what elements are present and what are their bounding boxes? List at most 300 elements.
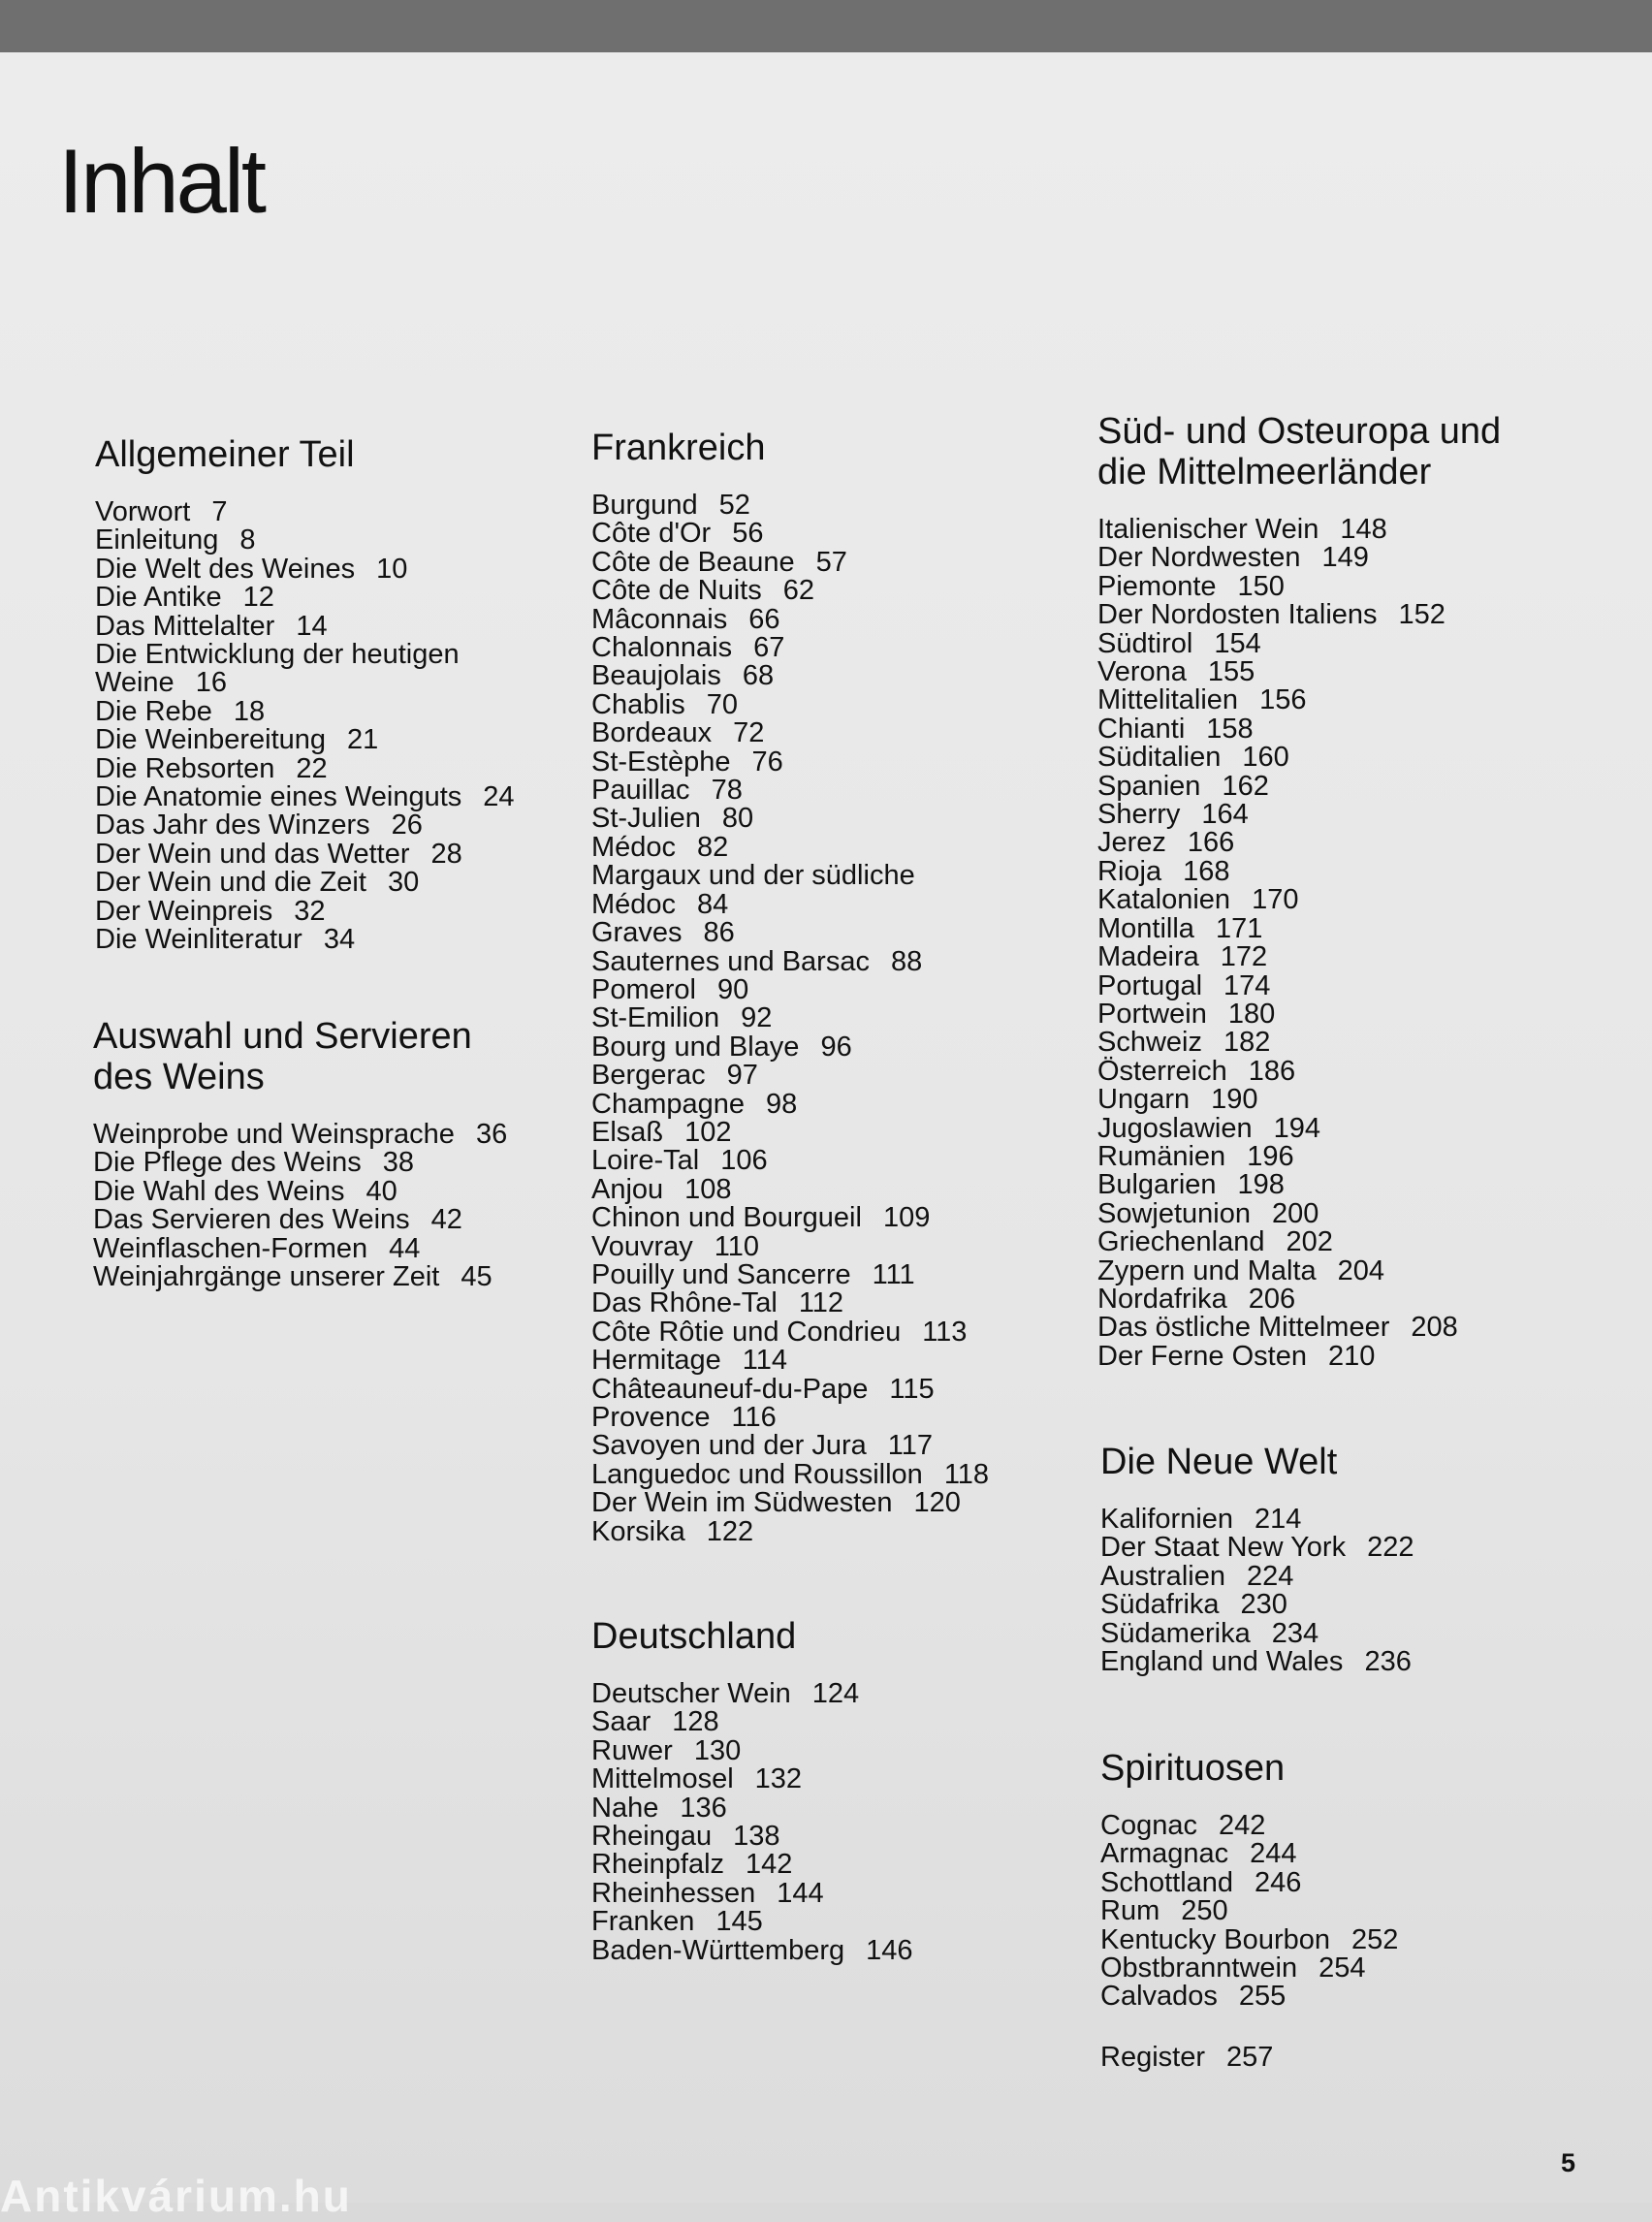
toc-entry-label: Côte d'Or <box>591 518 712 550</box>
toc-entry-label: St-Julien <box>591 803 701 835</box>
toc-entry-page: 40 <box>365 1175 397 1207</box>
toc-entry-label: Südtirol <box>1097 627 1193 659</box>
toc-entry <box>1100 1648 1414 1676</box>
toc-entry <box>1100 1897 1398 1925</box>
toc-entry <box>591 520 989 548</box>
toc-entry <box>591 546 989 578</box>
toc-entry-label: Vouvray <box>591 1230 693 1262</box>
toc-entry-page: 57 <box>815 546 847 578</box>
toc-entry-page: 200 <box>1272 1197 1319 1229</box>
toc-entry-page: 88 <box>890 945 923 977</box>
toc-entry <box>591 1404 989 1432</box>
toc-entry-label: Provence <box>591 1402 711 1433</box>
toc-entry-page: 97 <box>726 1060 758 1092</box>
toc-entry <box>591 719 989 747</box>
toc-entry <box>1097 1055 1501 1087</box>
toc-entry-page: 113 <box>922 1316 968 1348</box>
toc-entry <box>1097 1314 1501 1342</box>
toc-entry-label: Sowjetunion <box>1097 1197 1251 1229</box>
toc-entry-label: Das Mittelalter <box>95 610 275 642</box>
toc-entry-label: Côte de Nuits <box>591 575 762 607</box>
toc-entry <box>1097 886 1501 914</box>
toc-entry-page: 42 <box>430 1204 462 1236</box>
toc-entry <box>591 688 989 720</box>
toc-entry-label: Die Rebsorten <box>95 752 275 784</box>
toc-entry-label: Der Wein im Südwesten <box>591 1487 893 1519</box>
toc-entry <box>1100 1923 1399 1955</box>
section-heading-line-2: des Weins <box>93 1057 265 1097</box>
toc-entry-page: 18 <box>233 695 266 727</box>
toc-entry <box>1100 1560 1414 1592</box>
toc-entry-label: Cognac <box>1100 1810 1197 1841</box>
toc-entry-label: Rioja <box>1097 855 1162 887</box>
toc-entry-page: 194 <box>1273 1112 1320 1144</box>
toc-entry <box>1097 1197 1501 1229</box>
toc-entry-page: 164 <box>1201 799 1249 831</box>
toc-entry <box>591 748 989 777</box>
toc-entry-label: Jugoslawien <box>1097 1112 1253 1144</box>
toc-entry <box>1100 1534 1414 1562</box>
toc-entry <box>95 726 515 754</box>
toc-entry-page: 108 <box>684 1173 732 1205</box>
toc-entry-label: Der Wein und die Zeit <box>95 867 366 899</box>
toc-entry <box>1100 1983 1398 2011</box>
toc-entry <box>1100 2044 1273 2072</box>
toc-entry-label: Der Nordosten Italiens <box>1097 599 1378 631</box>
toc-entry-label: Pouilly und Sancerre <box>591 1258 851 1290</box>
toc-entry-page: 150 <box>1237 570 1285 602</box>
toc-entry-page: 80 <box>721 803 754 835</box>
toc-entry <box>1097 658 1501 686</box>
page-title: Inhalt <box>58 130 264 232</box>
toc-entry-page: 236 <box>1364 1646 1412 1678</box>
toc-entry-page: 144 <box>777 1877 824 1909</box>
toc-entry <box>591 1116 989 1148</box>
toc-entry <box>591 1458 990 1490</box>
toc-entry-page: 246 <box>1255 1866 1302 1898</box>
toc-entry-label: Katalonien <box>1097 884 1231 916</box>
toc-entry-label: Vorwort <box>95 496 191 527</box>
toc-entry-label: Das Rhône-Tal <box>591 1287 778 1319</box>
toc-entry-label: Margaux und der südliche <box>591 860 915 892</box>
toc-entry-label: Piemonte <box>1097 570 1217 602</box>
toc-entry-label: Chianti <box>1097 713 1186 745</box>
toc-entry-page: 84 <box>697 888 729 920</box>
toc-entry-label: Ruwer <box>591 1734 673 1766</box>
toc-entry-label: Italienischer Wein <box>1097 514 1319 545</box>
toc-entry <box>95 584 515 612</box>
section-heading <box>1097 411 1501 492</box>
toc-entry <box>1097 627 1501 659</box>
toc-entry-page: 102 <box>684 1116 732 1148</box>
toc-entry-page: 160 <box>1242 742 1289 774</box>
toc-entry <box>591 1173 989 1205</box>
toc-entry-page: 68 <box>742 660 775 692</box>
toc-entry-page: 28 <box>430 838 462 870</box>
toc-entry-label: Österreich <box>1097 1055 1227 1087</box>
toc-entry <box>95 783 515 811</box>
toc-entry <box>95 695 515 727</box>
toc-entry-page: 244 <box>1250 1838 1297 1870</box>
toc-entry-page: 117 <box>887 1430 933 1462</box>
toc-entry-page: 174 <box>1223 969 1271 1001</box>
toc-entry-page: 210 <box>1327 1340 1376 1372</box>
toc-entry <box>591 1823 913 1851</box>
toc-entry <box>591 919 989 947</box>
toc-entry-label: Hermitage <box>591 1345 721 1377</box>
toc-entry-page: 257 <box>1226 2042 1274 2073</box>
toc-entry-page: 182 <box>1223 1027 1271 1059</box>
toc-entry-label: Mâconnais <box>591 603 728 635</box>
toc-entry-page: 98 <box>766 1088 798 1120</box>
section-auswahl <box>93 1016 507 1291</box>
toc-entry-page: 196 <box>1247 1140 1294 1172</box>
toc-entry-label: St-Estèphe <box>591 746 731 778</box>
toc-entry <box>591 1230 989 1262</box>
toc-entry <box>1097 1254 1501 1286</box>
toc-entry <box>1097 1171 1501 1199</box>
toc-entry-page: 21 <box>347 724 379 756</box>
toc-entry-label: Châteauneuf-du-Pape <box>591 1373 869 1405</box>
toc-entry-label: Der Wein und das Wetter <box>95 838 410 870</box>
toc-entry-label: Pauillac <box>591 775 690 807</box>
toc-entry <box>591 1004 989 1032</box>
toc-entry <box>1097 855 1501 887</box>
toc-entry-page: 146 <box>866 1934 913 1966</box>
toc-entry-label: Languedoc und Roussillon <box>591 1458 923 1490</box>
toc-entry-label: Die Entwicklung der heutigen <box>95 639 460 671</box>
toc-entry-label: Kalifornien <box>1100 1504 1234 1535</box>
toc-entry <box>591 492 989 520</box>
toc-entry-label: Baden-Württemberg <box>591 1934 845 1966</box>
toc-entry-page: 180 <box>1227 998 1276 1030</box>
toc-entry-page: 132 <box>754 1763 803 1795</box>
toc-entry <box>93 1175 507 1207</box>
toc-entry-label: Savoyen und der Jura <box>591 1430 867 1462</box>
toc-entry <box>1097 1140 1501 1172</box>
toc-entry-page: 156 <box>1259 684 1307 716</box>
toc-entry-page: 24 <box>483 781 515 813</box>
toc-entry-page: 114 <box>742 1345 788 1377</box>
section-heading: Frankreich <box>591 428 766 468</box>
toc-entry-label: Nordafrika <box>1097 1283 1227 1315</box>
toc-entry-page: 118 <box>943 1458 990 1490</box>
toc-entry-label: Der Ferne Osten <box>1097 1340 1307 1372</box>
section-allgemeiner-teil <box>95 434 515 955</box>
toc-entry-page: 44 <box>389 1232 421 1264</box>
toc-entry <box>591 1794 913 1823</box>
toc-entry-page: 158 <box>1206 713 1254 745</box>
toc-entry-label: Die Weinbereitung <box>95 724 327 756</box>
toc-entry <box>1100 1591 1414 1619</box>
section-heading: Die Neue Welt <box>1100 1442 1338 1482</box>
toc-entry <box>1097 912 1501 944</box>
toc-entry <box>591 1877 913 1909</box>
toc-entry-page: 111 <box>872 1258 915 1290</box>
toc-entry-label: Médoc <box>591 888 677 920</box>
toc-entry-label: Rheinhessen <box>591 1877 756 1909</box>
toc-entry <box>1097 544 1501 572</box>
toc-entry-page: 130 <box>693 1734 742 1766</box>
toc-entry-page: 242 <box>1218 1810 1266 1841</box>
toc-entry <box>591 1088 989 1120</box>
toc-entry <box>591 831 989 863</box>
toc-entry-page: 34 <box>323 924 356 956</box>
section-heading-line-1: Auswahl und Servieren <box>93 1016 472 1057</box>
toc-entry-page: 230 <box>1240 1589 1287 1621</box>
toc-entry-page: 190 <box>1211 1084 1258 1116</box>
toc-entry-label: Südamerika <box>1100 1617 1251 1649</box>
toc-entry <box>591 777 989 805</box>
toc-entry <box>591 1489 989 1517</box>
toc-entry-label: Weinjahrgänge unserer Zeit <box>93 1261 440 1293</box>
section-heading <box>93 1016 507 1097</box>
toc-entry <box>591 1432 989 1460</box>
toc-entry-label: Jerez <box>1097 827 1166 859</box>
toc-entry <box>93 1121 507 1149</box>
toc-entry-label: Korsika <box>591 1515 685 1547</box>
toc-entry-page: 30 <box>387 867 420 899</box>
toc-entry-page: 26 <box>391 809 423 841</box>
toc-entry-page: 22 <box>296 752 328 784</box>
toc-entry <box>591 973 989 1005</box>
toc-entry <box>95 610 515 642</box>
toc-entry <box>591 1062 989 1090</box>
toc-entry-page: 224 <box>1246 1560 1294 1592</box>
toc-entry <box>1097 969 1501 1001</box>
section-sued-und-osteuropa <box>1097 411 1501 1371</box>
toc-entry-page: 214 <box>1255 1504 1302 1535</box>
toc-entry-label: Armagnac <box>1100 1838 1229 1870</box>
toc-entry-page: 170 <box>1252 884 1299 916</box>
toc-entry <box>1097 1112 1501 1144</box>
page-number: 5 <box>1561 2148 1576 2177</box>
toc-entry-page: 10 <box>376 553 408 585</box>
toc-entry-label: Weinflaschen-Formen <box>93 1232 368 1264</box>
toc-entry-page: 12 <box>242 582 274 614</box>
toc-entry <box>591 603 989 635</box>
toc-entry-page: 32 <box>294 895 326 927</box>
toc-entry <box>591 1318 989 1347</box>
toc-entry-label: Der Staat New York <box>1100 1532 1347 1564</box>
toc-entry-label: Chinon und Bourgueil <box>591 1202 862 1234</box>
toc-entry <box>1100 1506 1414 1534</box>
toc-entry-label: Anjou <box>591 1173 664 1205</box>
toc-entry <box>591 1734 913 1766</box>
toc-entry-label: England und Wales <box>1100 1646 1344 1678</box>
toc-entry-label: Die Rebe <box>95 695 212 727</box>
toc-entry <box>591 888 989 920</box>
toc-entry-page: 7 <box>211 496 228 527</box>
toc-entry-page: 82 <box>697 831 729 863</box>
toc-entry-page: 62 <box>782 575 814 607</box>
toc-list <box>1097 516 1501 1371</box>
toc-entry-page: 70 <box>706 688 738 720</box>
toc-entry <box>95 811 515 840</box>
section-heading-line-2: die Mittelmeerländer <box>1097 452 1432 492</box>
toc-entry-label: Spanien <box>1097 770 1201 802</box>
toc-entry-page: 148 <box>1340 514 1387 545</box>
section-heading: Allgemeiner Teil <box>95 434 355 475</box>
toc-entry <box>1097 829 1501 857</box>
toc-entry-page: 202 <box>1286 1226 1333 1258</box>
toc-entry-label: Rum <box>1100 1895 1160 1927</box>
toc-entry-label: Mittelmosel <box>591 1763 734 1795</box>
toc-list <box>1100 1506 1414 1676</box>
toc-entry-label: Sauternes und Barsac <box>591 945 870 977</box>
register-entry <box>1100 2044 1273 2072</box>
toc-entry-label: Sherry <box>1097 799 1181 831</box>
toc-entry-label: Schottland <box>1100 1866 1234 1898</box>
toc-entry-page: 166 <box>1187 827 1235 859</box>
toc-entry <box>591 1680 913 1708</box>
toc-entry <box>1097 715 1501 744</box>
toc-entry-page: 92 <box>741 1002 773 1034</box>
toc-entry <box>1100 1840 1398 1868</box>
section-heading: Spirituosen <box>1100 1748 1286 1789</box>
section-frankreich <box>591 428 989 1546</box>
toc-entry <box>1097 744 1501 772</box>
toc-entry-label: Chablis <box>591 688 685 720</box>
toc-entry-page: 145 <box>715 1906 763 1938</box>
section-deutschland <box>591 1616 913 1965</box>
toc-entry-label: Einleitung <box>95 524 219 556</box>
toc-entry-page: 96 <box>820 1031 852 1063</box>
toc-entry-label: Elsaß <box>591 1116 664 1148</box>
section-heading: Deutschland <box>591 1616 797 1657</box>
toc-entry <box>591 1289 989 1317</box>
toc-entry-page: 255 <box>1238 1981 1287 2013</box>
toc-entry-label: Der Nordwesten <box>1097 542 1301 574</box>
toc-entry-label: Die Pflege des Weins <box>93 1147 362 1179</box>
toc-entry-label: Rumänien <box>1097 1140 1226 1172</box>
toc-entry-page: 76 <box>751 746 783 778</box>
toc-entry-page: 138 <box>733 1821 780 1853</box>
toc-entry-label: Burgund <box>591 490 698 521</box>
section-spirituosen <box>1100 1748 1398 2012</box>
toc-entry-page: 206 <box>1248 1283 1296 1315</box>
toc-entry-label: Graves <box>591 917 683 949</box>
toc-entry <box>591 1204 989 1232</box>
toc-entry <box>93 1206 507 1234</box>
toc-entry <box>591 805 989 833</box>
toc-entry <box>591 1934 913 1966</box>
toc-entry <box>1097 1228 1501 1256</box>
section-neue-welt <box>1100 1442 1414 1676</box>
toc-entry-page: 168 <box>1183 855 1230 887</box>
toc-entry-label: Verona <box>1097 656 1187 688</box>
toc-entry-label: Bordeaux <box>591 717 713 749</box>
toc-entry <box>95 498 515 526</box>
toc-entry-label: Weinprobe und Weinsprache <box>93 1119 455 1150</box>
toc-entry <box>1100 1812 1398 1840</box>
toc-entry-page: 154 <box>1214 627 1261 659</box>
toc-entry-page: 252 <box>1350 1923 1399 1955</box>
toc-entry-label: Das Servieren des Weins <box>93 1204 410 1236</box>
toc-entry <box>591 1347 989 1375</box>
toc-entry-label: Der Weinpreis <box>95 895 273 927</box>
toc-entry-label: Portugal <box>1097 969 1203 1001</box>
toc-entry-page: 204 <box>1337 1254 1385 1286</box>
toc-entry <box>591 1515 989 1547</box>
toc-entry <box>1097 570 1501 602</box>
toc-entry <box>1097 801 1501 829</box>
toc-entry-page: 222 <box>1367 1532 1414 1564</box>
toc-entry-page: 142 <box>746 1849 793 1881</box>
toc-entry <box>591 1708 913 1736</box>
toc-entry-label: Portwein <box>1097 998 1207 1030</box>
toc-entry-page: 116 <box>731 1402 777 1433</box>
toc-entry-page: 149 <box>1321 542 1369 574</box>
toc-entry <box>93 1263 507 1291</box>
toc-entry-label: Madeira <box>1097 941 1199 973</box>
toc-entry-page: 208 <box>1411 1312 1458 1344</box>
toc-entry-page: 52 <box>718 490 750 521</box>
toc-entry-label: Südafrika <box>1100 1589 1220 1621</box>
toc-entry-label: Nahe <box>591 1792 659 1824</box>
toc-entry-label: Loire-Tal <box>591 1145 700 1177</box>
toc-entry-page: 106 <box>720 1145 768 1177</box>
toc-entry-page: 254 <box>1318 1952 1366 1984</box>
toc-entry-label: Die Welt des Weines <box>95 553 356 585</box>
toc-entry-label: Australien <box>1100 1560 1225 1592</box>
toc-entry <box>1097 1000 1501 1029</box>
toc-entry-page: 120 <box>913 1487 961 1519</box>
toc-entry-page: 198 <box>1237 1169 1285 1201</box>
toc-entry-label: Champagne <box>591 1088 745 1120</box>
toc-entry-label: Zypern und Malta <box>1097 1254 1317 1286</box>
toc-entry-label: Rheinpfalz <box>591 1849 725 1881</box>
toc-entry-page: 56 <box>732 518 764 550</box>
toc-entry-label: Die Weinliteratur <box>95 924 302 956</box>
toc-entry <box>1097 1086 1501 1114</box>
toc-entry <box>591 1908 913 1936</box>
toc-entry-page: 172 <box>1220 941 1268 973</box>
toc-entry <box>1097 1283 1501 1315</box>
toc-entry-page: 110 <box>714 1230 760 1262</box>
toc-list <box>1100 1812 1398 2012</box>
toc-entry-label: Franken <box>591 1906 695 1938</box>
toc-entry <box>95 869 515 897</box>
background-band <box>0 0 1652 54</box>
toc-entry-page: 72 <box>733 717 765 749</box>
toc-entry-label: Pomerol <box>591 973 696 1005</box>
toc-entry-label: Beaujolais <box>591 660 721 692</box>
toc-entry-label: Register <box>1100 2042 1205 2073</box>
toc-entry-page: 109 <box>882 1202 931 1234</box>
toc-entry-page: 250 <box>1181 1895 1228 1927</box>
toc-entry <box>1097 516 1501 544</box>
toc-entry <box>591 662 989 690</box>
toc-entry <box>591 945 989 977</box>
toc-entry-page: 36 <box>475 1119 508 1150</box>
toc-entry <box>95 838 515 870</box>
toc-entry-label: Griechenland <box>1097 1226 1265 1258</box>
toc-entry-label: Das östliche Mittelmeer <box>1097 1312 1390 1344</box>
toc-entry-page: 45 <box>461 1261 492 1293</box>
toc-entry-label: St-Emilion <box>591 1002 720 1034</box>
toc-list <box>93 1121 507 1291</box>
toc-entry <box>591 1147 989 1175</box>
toc-entry <box>93 1149 507 1177</box>
toc-entry <box>95 526 515 555</box>
toc-entry-page: 90 <box>717 973 749 1005</box>
toc-entry-page: 128 <box>672 1706 719 1738</box>
toc-entry-label: Schweiz <box>1097 1027 1202 1059</box>
toc-entry-page: 136 <box>680 1792 727 1824</box>
toc-entry <box>591 634 989 662</box>
watermark: Antikvárium.hu <box>0 2171 352 2221</box>
